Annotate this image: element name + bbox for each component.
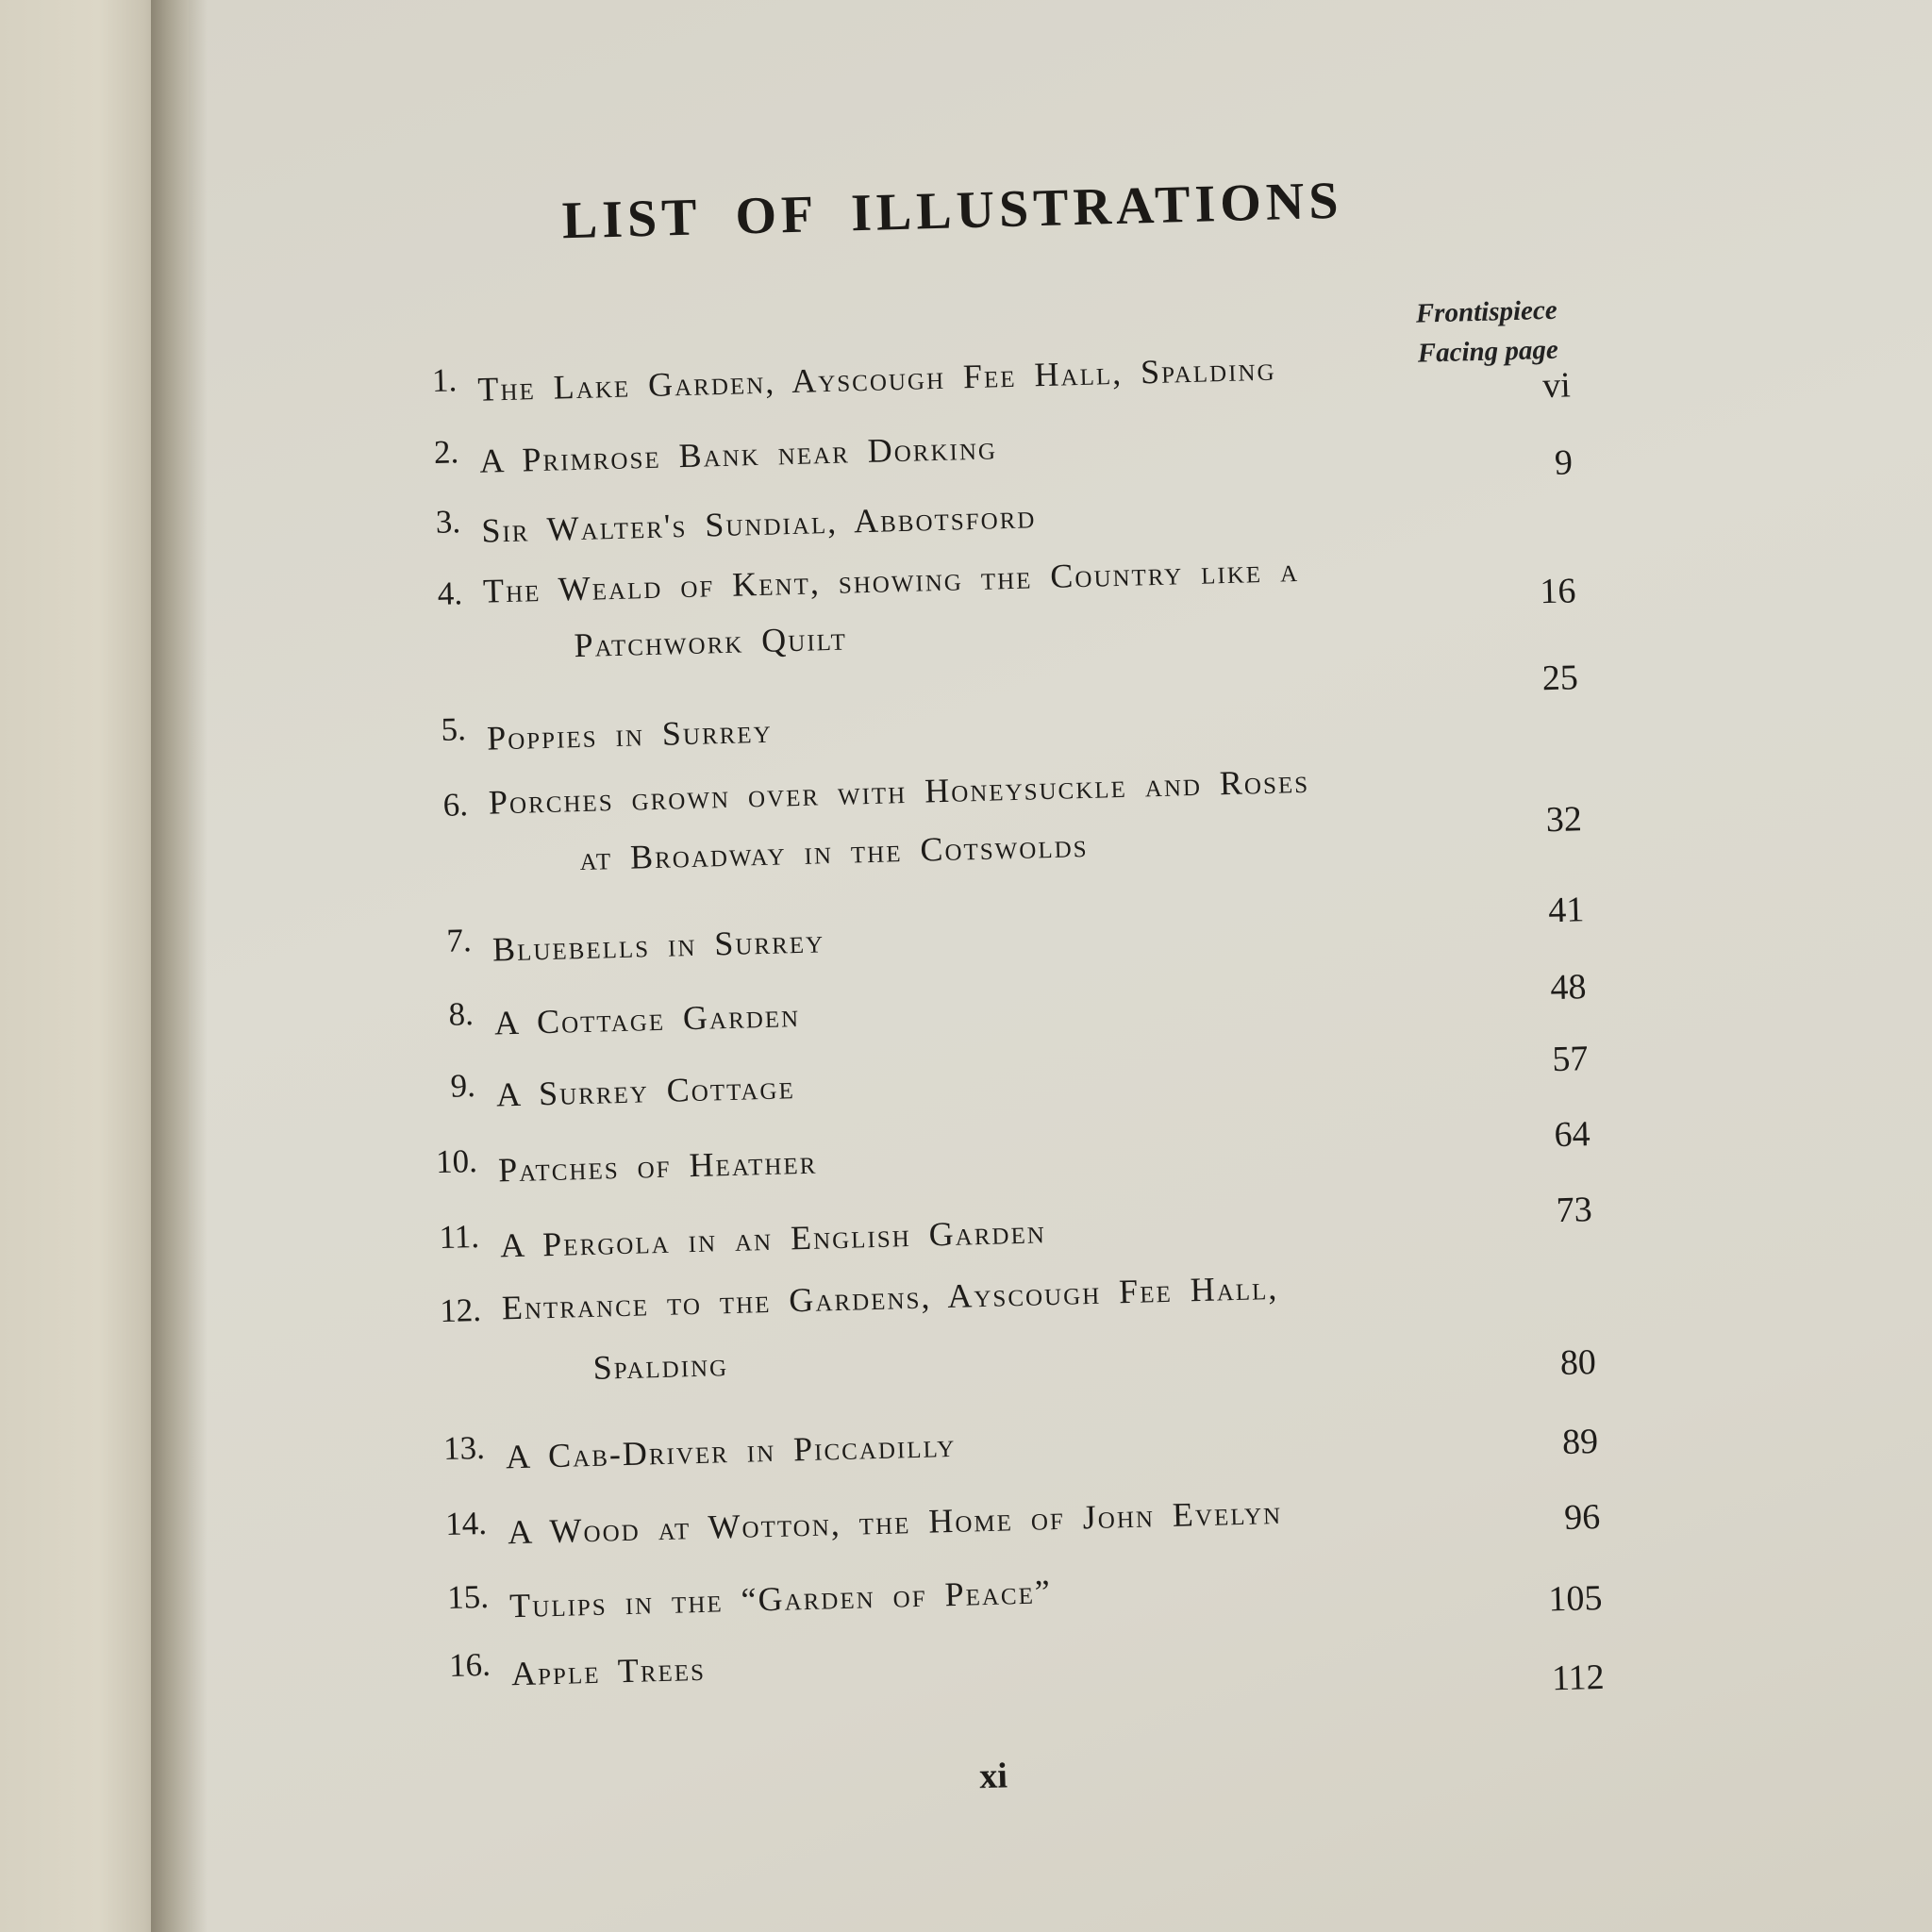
entry-number: 16. (448, 1645, 491, 1684)
entry-title: A Cab-Driver in Piccadilly (505, 1425, 957, 1476)
entry-number: 15. (446, 1577, 490, 1616)
entry-number: 14. (444, 1504, 488, 1543)
list-item (408, 1400, 1598, 1488)
entry-number: 3. (435, 503, 461, 541)
entry-page: 73 (1556, 1190, 1593, 1231)
entry-title: Apple Trees (510, 1649, 707, 1693)
entry-number: 7. (445, 922, 473, 959)
entry-page: 89 (1561, 1422, 1599, 1463)
entry-number: 10. (435, 1142, 478, 1181)
entry-page: 48 (1549, 967, 1587, 1008)
entry-page: 16 (1539, 571, 1576, 612)
list-item (387, 545, 1578, 690)
entry-title-continuation: Spalding (592, 1345, 729, 1387)
page-title: LIST OF ILLUSTRATIONS (561, 171, 1344, 251)
entry-number: 11. (439, 1217, 480, 1257)
page-number: xi (978, 1756, 1008, 1797)
entry-page: 32 (1545, 799, 1583, 841)
entry-title-continuation: at Broadway in the Cotswolds (578, 825, 1089, 878)
entry-page: 25 (1541, 658, 1579, 699)
entry-number: 6. (442, 786, 469, 824)
entry-page: 105 (1547, 1577, 1603, 1620)
list-item (395, 892, 1585, 980)
entry-title: A Pergola in an English Garden (499, 1212, 1047, 1265)
list-item (391, 757, 1583, 901)
list-item (399, 1038, 1589, 1125)
facing-page-label: Facing page (1417, 334, 1559, 369)
entry-title: Entrance to the Gardens, Ayscough Fee Hall, (501, 1268, 1279, 1327)
entry-title: A Cottage Garden (493, 996, 801, 1042)
entry-title: Tulips in the “Garden of Peace” (508, 1573, 1053, 1625)
entry-title: The Lake Garden, Ayscough Fee Hall, Spalding (476, 349, 1276, 408)
entry-page: 9 (1554, 442, 1574, 483)
entry-title: Bluebells in Surrey (491, 922, 825, 969)
list-item (406, 1262, 1597, 1407)
entry-title: A Wood at Wotton, the Home of John Evelyn (507, 1492, 1283, 1552)
entry-number: 8. (448, 995, 475, 1033)
entry-page: 41 (1547, 890, 1585, 931)
list-item (381, 332, 1571, 420)
entry-number: 2. (433, 433, 459, 471)
entry-page: 96 (1563, 1496, 1601, 1538)
entry-page: 64 (1553, 1114, 1591, 1156)
entry-title: A Primrose Bank near Dorking (478, 428, 998, 480)
entry-number: 5. (441, 710, 467, 748)
list-item (410, 1475, 1600, 1563)
list-item (401, 1113, 1591, 1201)
entry-number: 13. (442, 1428, 486, 1468)
entry-title: The Weald of Kent, showing the Country like a (482, 551, 1300, 610)
entry-title: Sir Walter's Sundial, Abbotsford (480, 497, 1037, 550)
entry-page: 112 (1551, 1657, 1606, 1699)
entry-number: 4. (437, 575, 463, 612)
entry-page: vi (1541, 365, 1572, 407)
entry-title: Porches grown over with Honeysuckle and Roses (488, 761, 1310, 822)
entry-title: Poppies in Surrey (486, 711, 774, 758)
entry-number: 12. (439, 1291, 482, 1330)
entry-number: 9. (450, 1067, 476, 1105)
entry-title: Patches of Heather (497, 1142, 818, 1190)
entry-title-continuation: Patchwork Quilt (574, 619, 848, 665)
entry-page: 57 (1551, 1039, 1589, 1080)
list-item (397, 966, 1587, 1054)
frontispiece-label: Frontispiece (1415, 294, 1558, 329)
entry-page: 80 (1559, 1342, 1597, 1384)
entry-title: A Surrey Cottage (495, 1068, 796, 1114)
entry-number: 1. (431, 361, 458, 399)
